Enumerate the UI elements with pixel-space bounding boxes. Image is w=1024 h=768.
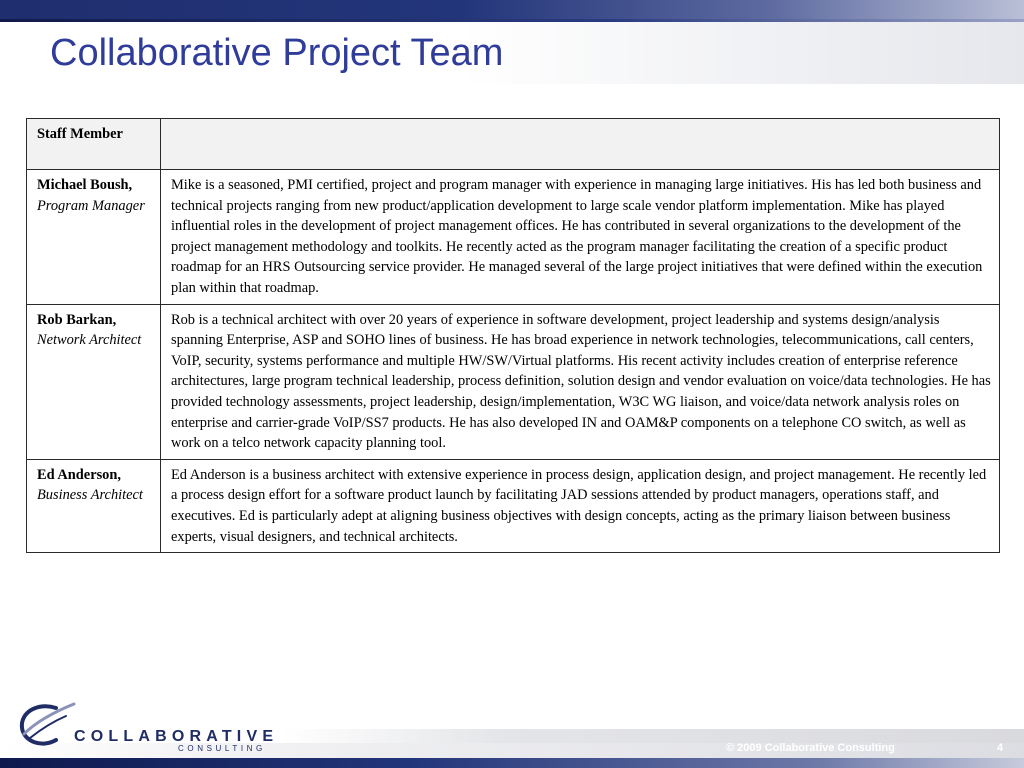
table-row xyxy=(27,459,1000,552)
logo-subtitle: CONSULTING xyxy=(178,744,266,753)
footer-blue-strip xyxy=(0,758,1024,768)
copyright-text: © 2009 Collaborative Consulting xyxy=(726,742,895,754)
swoosh-c-logo-icon xyxy=(16,700,78,750)
staff-name: Ed Anderson, xyxy=(37,466,121,483)
staff-cell xyxy=(27,170,161,305)
table-header-row xyxy=(27,119,1000,170)
staff-cell xyxy=(27,459,161,552)
header-staff-member: Staff Member xyxy=(27,119,161,170)
page-number: 4 xyxy=(997,742,1004,754)
staff-table xyxy=(26,118,1000,553)
page-title: Collaborative Project Team xyxy=(50,32,504,74)
staff-name: Rob Barkan, xyxy=(37,311,117,328)
logo-wordmark: COLLABORATIVE xyxy=(74,728,279,745)
footer-gray-strip xyxy=(282,729,1024,743)
staff-role: Network Architect xyxy=(37,332,142,349)
staff-name: Michael Boush, xyxy=(37,177,133,193)
staff-bio: Mike is a seasoned, PMI certified, project and program manager with experience in managing large initiatives. His has led both business and technical projects ranging from new product/application development to large scale vendor platform implementation. Mike has played influential roles in the development of project management offices. He has contributed in several organizations to the development of the project management methodology and toolkits. He recently acted as the program manager facilitating the creation of a specific product roadmap for an HRS Outsourcing service provider. He managed several of the large project initiatives that were defined within the execution plan within that roadmap. xyxy=(161,170,1000,305)
company-logo xyxy=(16,700,279,758)
staff-bio: Ed Anderson is a business architect with extensive experience in process design, application design, and project management. He recently led a process design effort for a software product launch by facilitating JAD sessions attended by product managers, operations staff, and executives. Ed is particularly adept at aligning business objectives with design concepts, acting as the primary liaison between business experts, visual designers, and technical architects. xyxy=(161,459,1000,552)
header-description xyxy=(161,119,1000,170)
table-row xyxy=(27,170,1000,305)
staff-role: Program Manager xyxy=(37,197,145,214)
table-row xyxy=(27,304,1000,459)
staff-role: Business Architect xyxy=(37,487,143,504)
staff-cell xyxy=(27,304,161,459)
staff-bio: Rob is a technical architect with over 20 years of experience in software development, project leadership and systems design/analysis spanning Enterprise, ASP and SOHO lines of business. He has broad experience in network technologies, telecommunications, call centers, VoIP, security, systems performance and multiple HW/SW/Virtual platforms. His recent activity includes creation of enterprise reference architectures, large program technical leadership, process definition, solution design and vendor evaluation on voice/data technologies. He has provided technology assessments, project leadership, design/implementation, W3C WG liaison, and voice/data network analysis roles on enterprise and carrier-grade VoIP/SS7 products. He has also developed IN and OAM&P components on a telephone CO switch, as well as work on a telco network capacity planning tool. xyxy=(161,304,1000,459)
